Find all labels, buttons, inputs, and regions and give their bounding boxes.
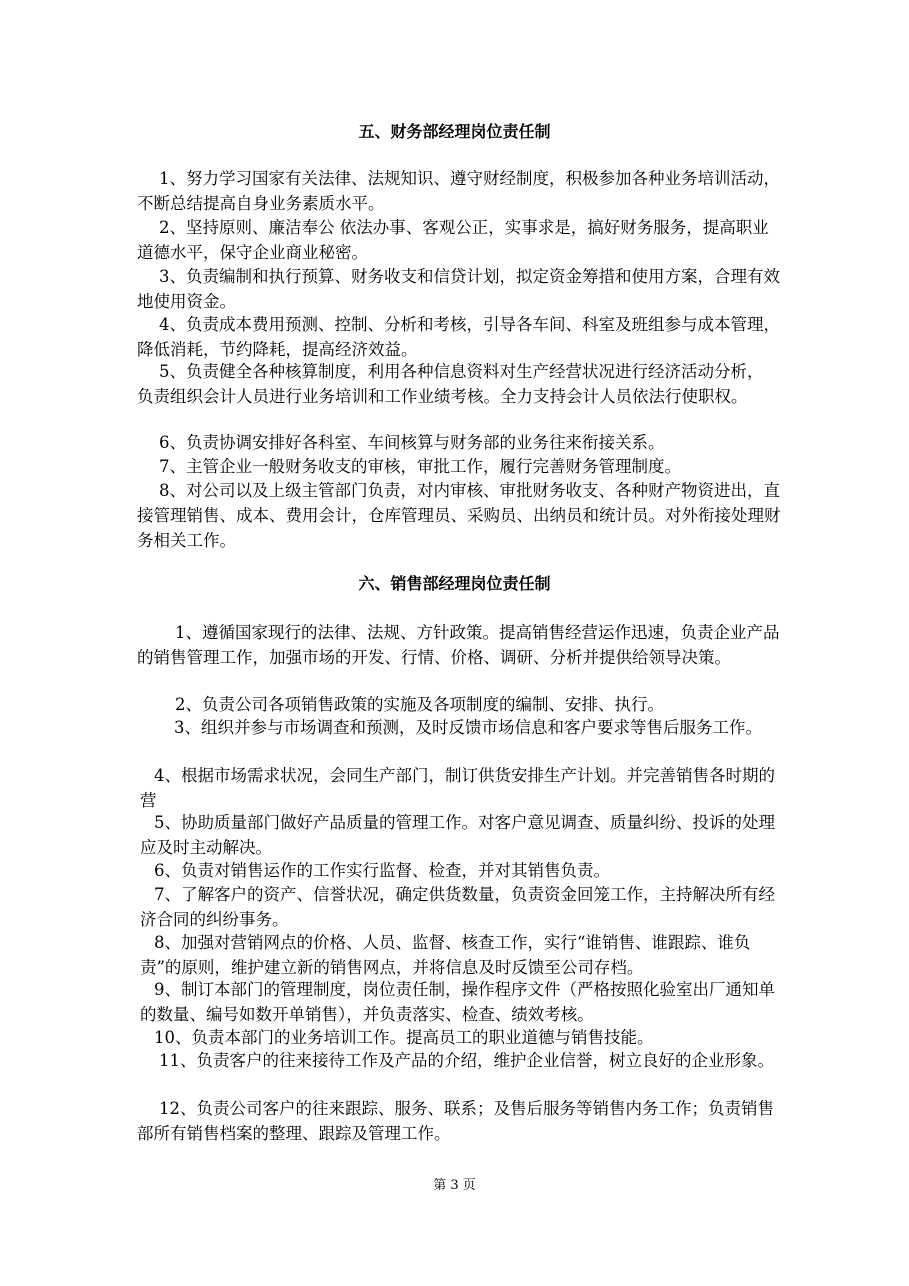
section-5-item-2: 2、坚持原则、廉洁奉公 依法办事、客观公正，实事求是，搞好财务服务，提高职业道德水平，保守企业商业秘密。 [137,218,769,262]
section-6-item-5: 5、协助质量部门做好产品质量的管理工作。对客户意见调查、质量纠纷、投诉的处理应及时主动解决。 [140,813,775,857]
section-5-title: 五、财务部经理岗位责任制 [358,122,551,141]
section-6-item-11: 11、负责客户的往来接待工作及产品的介绍，维护企业信誉，树立良好的企业形象。 [159,1051,774,1070]
section-6-title: 六、销售部经理岗位责任制 [358,574,551,593]
section-5-item-4: 4、负责成本费用预测、控制、分析和考核，引导各车间、科室及班组参与成本管理，降低消耗，节约降耗，提高经济效益。 [137,315,780,359]
section-6-item-10: 10、负责本部门的业务培训工作。提高员工的职业道德与销售技能。 [154,1028,654,1047]
section-6-item-3: 3、组织并参与市场调查和预测，及时反馈市场信息和客户要求等售后服务工作。 [174,718,762,737]
page-number: 第 3 页 [433,1178,476,1193]
section-5-item-6: 6、负责协调安排好各科室、车间核算与财务部的业务往来衔接关系。 [159,433,665,452]
section-6-item-2: 2、负责公司各项销售政策的实施及各项制度的编制、安排、执行。 [175,695,664,714]
section-6-item-9: 9、制订本部门的管理制度，岗位责任制，操作程序文件（严格按照化验室出厂通知单的数量、编号如数开单销售），并负责落实、检查、绩效考核。 [140,980,775,1024]
section-5-item-5: 5、负责健全各种核算制度，利用各种信息资料对生产经营状况进行经济活动分析，负责组织会计人员进行业务培训和工作业绩考核。全力支持会计人员依法行使职权。 [137,362,764,406]
section-5-item-1: 1、努力学习国家有关法律、法规知识、遵守财经制度，积极参加各种业务培训活动，不断总结提高自身业务素质水平。 [137,169,780,213]
section-6-item-4: 4、根据市场需求状况，会同生产部门，制订供货安排生产计划。并完善销售各时期的营 [140,766,775,810]
section-6-item-6: 6、负责对销售运作的工作实行监督、检查，并对其销售负责。 [154,861,610,880]
section-6-item-7: 7、了解客户的资产、信誉状况，确定供货数量，负责资金回笼工作，主持解决所有经济合同的纠纷事务。 [140,885,775,929]
section-5-item-8: 8、对公司以及上级主管部门负责，对内审核、审批财务收支、各种财产物资进出，直接管理销售、成本、费用会计，仓库管理员、采购员、出纳员和统计员。对外衔接处理财务相关工作。 [137,481,781,550]
section-6-item-1: 1、遵循国家现行的法律、法规、方针政策。提高销售经营运作迅速，负责企业产品的销售管理工作，加强市场的开发、行情、价格、调研、分析并提供给领导决策。 [137,623,780,667]
section-5-item-7: 7、主管企业一般财务收支的审核，审批工作，履行完善财务管理制度。 [159,457,681,476]
section-6-item-8: 8、加强对营销网点的价格、人员、监督、核查工作，实行“谁销售、谁跟踪、谁负责”的原则，维护建立新的销售网点，并将信息及时反馈至公司存档。 [140,933,751,977]
section-6-item-12: 12、负责公司客户的往来跟踪、服务、联系；及售后服务等销售内务工作；负责销售部所有销售档案的整理、跟踪及管理工作。 [137,1099,774,1143]
section-5-item-3: 3、负责编制和执行预算、财务收支和信贷计划，拟定资金筹措和使用方案，合理有效地使用资金。 [137,267,780,311]
